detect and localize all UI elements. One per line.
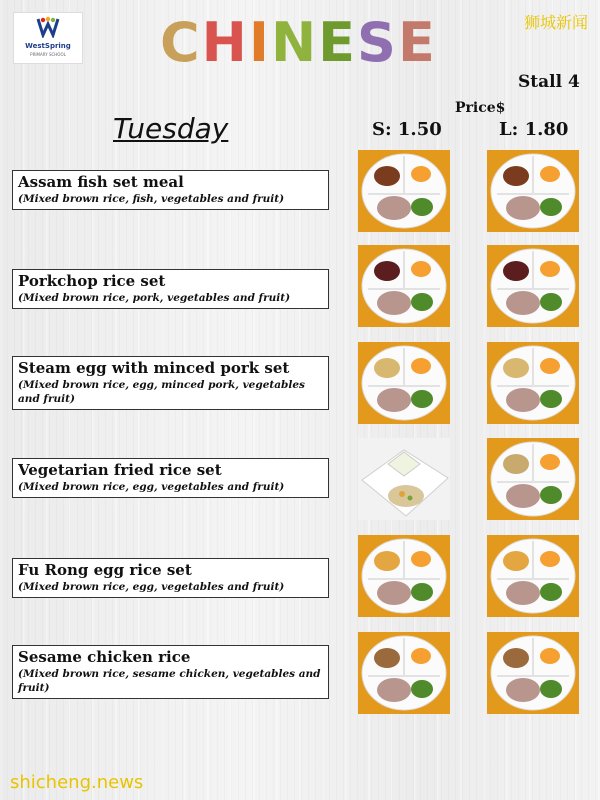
price-large: L: 1.80 [499, 119, 569, 140]
menu-item-description: (Mixed brown rice, egg, minced pork, vegetables and fruit) [18, 379, 305, 405]
steam-egg-plate-photo [358, 342, 450, 424]
watermark-bottom: shicheng.news [10, 772, 144, 793]
porkchop-plate-photo [487, 245, 579, 327]
day-heading: Tuesday [113, 112, 229, 145]
sesame-chicken-plate-photo [358, 632, 450, 714]
title-letter: S [357, 11, 396, 74]
school-logo [13, 12, 83, 64]
title-letter: H [201, 11, 247, 74]
menu-item-description: (Mixed brown rice, sesame chicken, vegetables and fruit) [18, 668, 321, 694]
price-label: Price$ [455, 100, 506, 116]
menu-item-vegetarian-fried-rice [12, 458, 329, 498]
menu-item-porkchop [12, 269, 329, 309]
menu-item-steam-egg [12, 356, 329, 410]
price-small: S: 1.50 [372, 119, 442, 140]
westspring-logo-icon [36, 16, 60, 38]
menu-item-name: Fu Rong egg rice set [18, 561, 192, 579]
fu-rong-egg-plate-photo [358, 535, 450, 617]
porkchop-plate-photo [358, 245, 450, 327]
title-letter: E [318, 11, 356, 74]
fish-plate-photo [487, 150, 579, 232]
logo-name: WestSpring [25, 42, 71, 50]
watermark-top: 狮城新闻 [523, 13, 588, 32]
title-letter: C [160, 11, 200, 74]
menu-item-name: Assam fish set meal [18, 173, 184, 191]
vegetarian-tray-photo [358, 438, 450, 520]
sesame-chicken-plate-photo [487, 632, 579, 714]
fu-rong-egg-plate-photo [487, 535, 579, 617]
menu-item-description: (Mixed brown rice, fish, vegetables and fruit) [18, 193, 285, 205]
menu-item-description: (Mixed brown rice, pork, vegetables and fruit) [18, 292, 291, 304]
menu-item-assam-fish [12, 170, 329, 210]
menu-item-name: Sesame chicken rice [18, 648, 191, 666]
menu-item-fu-rong-egg [12, 558, 329, 598]
menu-item-name: Vegetarian fried rice set [18, 461, 222, 479]
title-letter: E [397, 11, 435, 74]
fish-plate-photo [358, 150, 450, 232]
stall-label: Stall 4 [518, 72, 580, 92]
menu-item-name: Porkchop rice set [18, 272, 166, 290]
logo-subtitle: PRIMARY SCHOOL [30, 52, 66, 57]
vegetarian-plate-photo [487, 438, 579, 520]
title-letter: N [270, 11, 317, 74]
title-letter: I [248, 11, 269, 74]
menu-item-name: Steam egg with minced pork set [18, 359, 290, 377]
steam-egg-plate-photo [487, 342, 579, 424]
menu-item-description: (Mixed brown rice, egg, vegetables and fruit) [18, 481, 285, 493]
menu-item-description: (Mixed brown rice, egg, vegetables and fruit) [18, 581, 285, 593]
page-title [160, 12, 435, 74]
menu-item-sesame-chicken [12, 645, 329, 699]
